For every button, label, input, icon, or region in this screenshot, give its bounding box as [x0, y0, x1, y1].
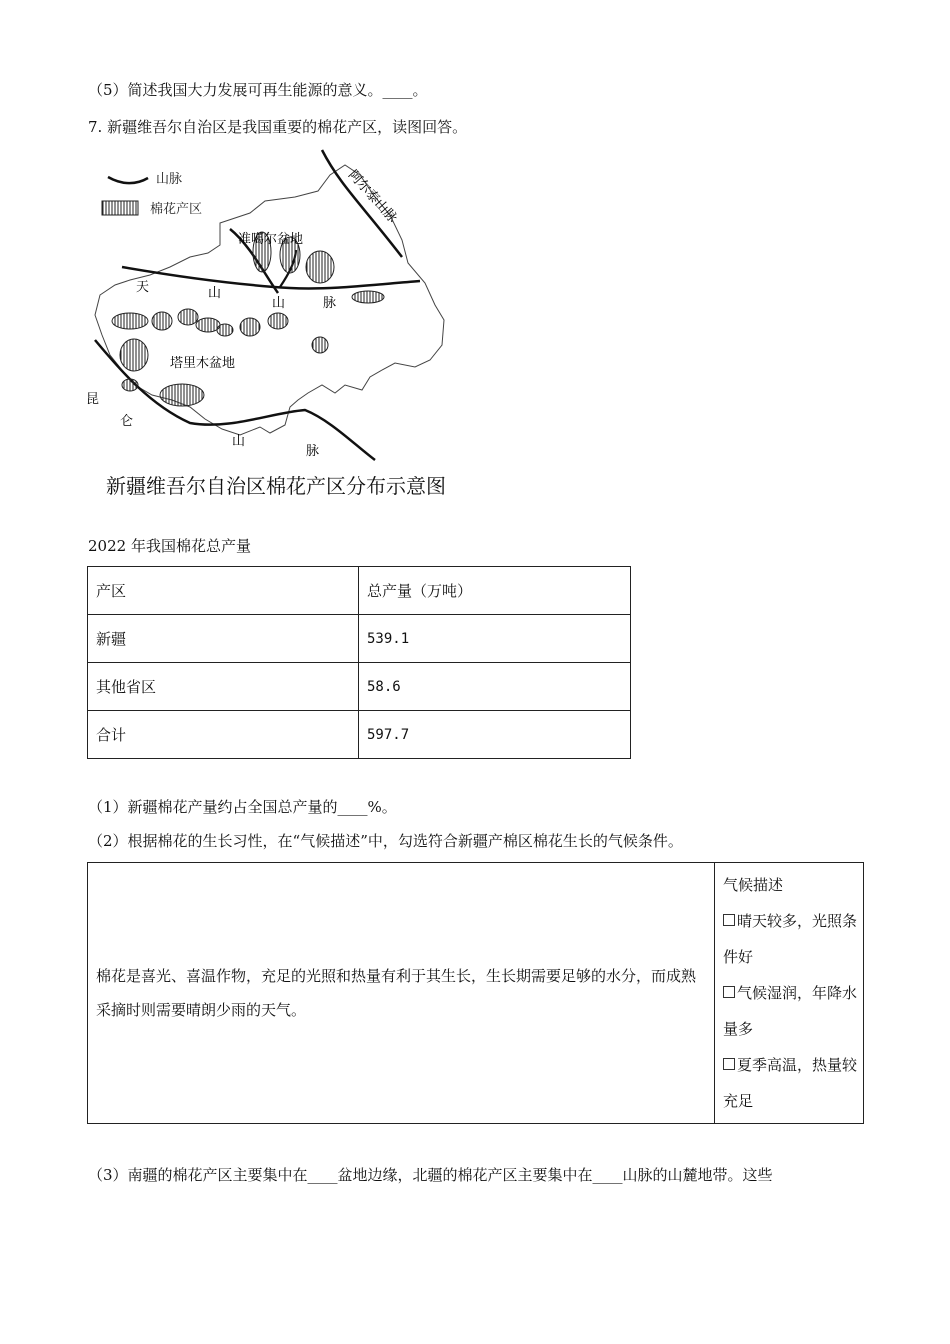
map-caption: 新疆维吾尔自治区棉花产区分布示意图 — [106, 474, 446, 498]
table-header-row — [88, 567, 631, 615]
cotton-area — [217, 324, 233, 336]
label-tian: 天 — [136, 280, 150, 295]
row-region: 合计 — [88, 711, 359, 759]
options-title: 气候描述 — [723, 876, 784, 894]
cotton-area — [352, 291, 384, 303]
question-7-intro: 7. 新疆维吾尔自治区是我国重要的棉花产区，读图回答。 — [88, 118, 468, 136]
table-row — [88, 711, 631, 759]
label-junggar: 准噶尔盆地 — [238, 232, 304, 247]
table-row — [88, 615, 631, 663]
question-1: （1）新疆棉花产量约占全国总产量的____%。 — [88, 798, 397, 816]
option-label: 晴天较多，光照条件好 — [723, 912, 858, 966]
row-region: 其他省区 — [88, 663, 359, 711]
question-3: （3）南疆的棉花产区主要集中在____盆地边缘，北疆的棉花产区主要集中在____山脉的山麓地带。这些 — [88, 1166, 773, 1184]
cotton-area — [112, 313, 148, 329]
question-5: （5）简述我国大力发展可再生能源的意义。____。 — [88, 81, 428, 99]
xinjiang-cotton-map — [86, 145, 490, 505]
legend-mountain-text: 山脉 — [156, 172, 183, 187]
row-output: 539.1 — [359, 615, 631, 663]
cotton-description: 棉花是喜光、喜温作物，充足的光照和热量有利于其生长，生长期需要足够的水分，而成熟采摘时则需要晴朗少雨的天气。 — [88, 863, 715, 1124]
option-label: 夏季高温，热量较充足 — [723, 1056, 858, 1110]
label-shan-1: 山 — [208, 286, 222, 301]
label-kun: 昆 — [86, 392, 100, 407]
label-tarim: 塔里木盆地 — [170, 356, 236, 371]
label-altai: 阿尔泰山脉 — [345, 167, 400, 226]
cotton-area — [306, 251, 334, 283]
row-region: 新疆 — [88, 615, 359, 663]
cotton-area — [122, 379, 138, 391]
question-2: （2）根据棉花的生长习性，在“气候描述”中，勾选符合新疆产棉区棉花生长的气候条件。 — [88, 832, 683, 850]
option-hot[interactable] — [723, 1047, 857, 1119]
legend-cotton-text: 棉花产区 — [150, 202, 203, 217]
checkbox-icon[interactable] — [723, 986, 735, 998]
label-mai-1: 脉 — [323, 296, 337, 311]
altai-mountain — [322, 150, 402, 257]
map-drawing — [86, 145, 490, 475]
table-title: 2022 年我国棉花总产量 — [88, 537, 251, 555]
checkbox-icon[interactable] — [723, 914, 735, 926]
cotton-area — [268, 313, 288, 329]
climate-options — [715, 863, 864, 1124]
label-shan-3: 山 — [232, 434, 246, 449]
climate-table — [87, 862, 864, 1124]
legend-cotton-swatch — [102, 201, 138, 215]
cotton-area — [120, 339, 148, 371]
cotton-area — [160, 384, 204, 406]
label-lun: 仑 — [120, 414, 134, 429]
header-region: 产区 — [88, 567, 359, 615]
cotton-area — [152, 312, 172, 330]
cotton-production-table — [87, 566, 631, 759]
row-output: 58.6 — [359, 663, 631, 711]
row-output: 597.7 — [359, 711, 631, 759]
tianshan-mountain — [122, 267, 420, 288]
option-sunny[interactable] — [723, 903, 857, 975]
cotton-area — [240, 318, 260, 336]
option-label: 气候湿润，年降水量多 — [723, 984, 858, 1038]
table-row — [88, 663, 631, 711]
cotton-area — [312, 337, 328, 353]
header-output: 总产量（万吨） — [359, 567, 631, 615]
legend-mountain-line — [108, 177, 148, 183]
option-humid[interactable] — [723, 975, 857, 1047]
cotton-area — [196, 318, 220, 332]
cotton-area — [178, 309, 198, 325]
checkbox-icon[interactable] — [723, 1058, 735, 1070]
label-mai-2: 脉 — [306, 444, 320, 459]
label-shan-2: 山 — [272, 296, 286, 311]
